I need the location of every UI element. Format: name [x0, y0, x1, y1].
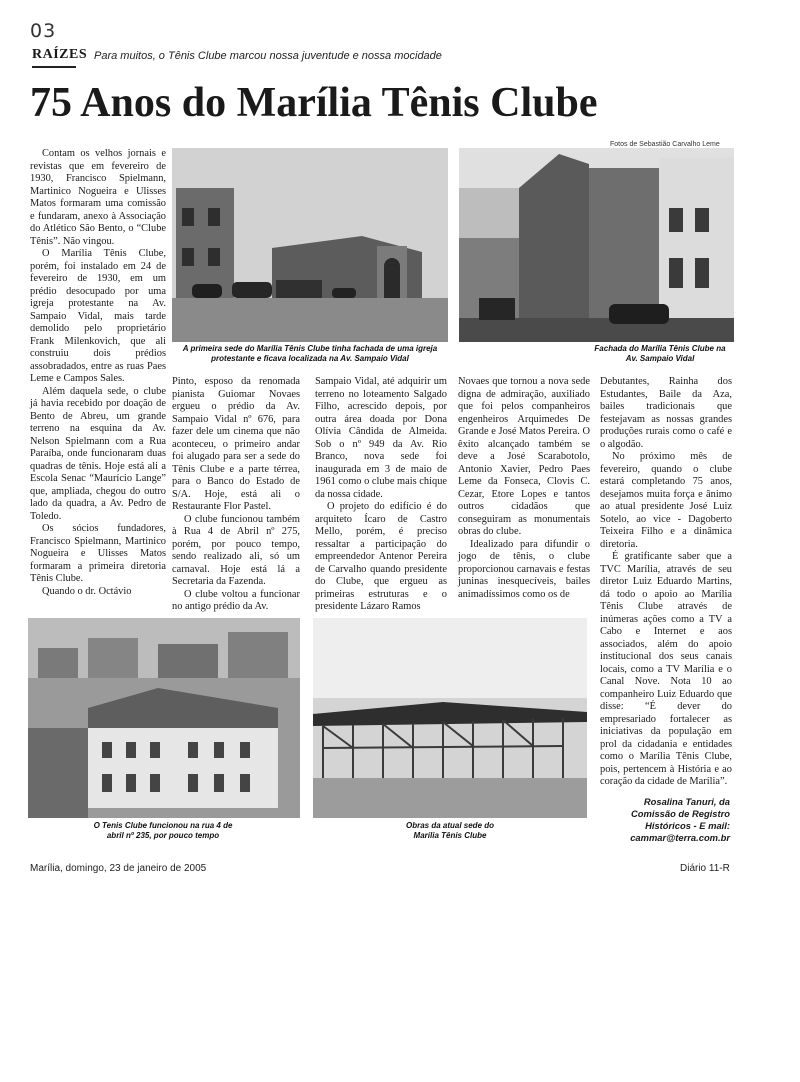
- handwritten-page-number: 03: [30, 20, 57, 42]
- paragraph: O Marília Tênis Clube, porém, foi instalado em 24 de fevereiro de 1930, em um prédio desocupado por uma igreja protestante na Av. Sampaio Vidal, mais tarde demolido pelo proprietário Frank Milenkovich, que ali construiu dois prédios assobradados, entre as ruas Paes Leme e Campos Sales.: [30, 248, 166, 384]
- paragraph: Novaes que tornou a nova sede digna de admiração, auxiliado que foi pelos companheiros engenheiros Arquimedes De Grande e José Matos Pereira. O êxito alcançado também se deve a José Scarabotolo, Antonio Xavier, Pedro Paes Leme da Fonseca, Clovis C. Cezar, Etore Lopes e tantos outros cidadãos que conseguiram as monumentais obras do clube.: [458, 376, 590, 537]
- photo-credit: Fotos de Sebastião Carvalho Leme: [610, 141, 720, 148]
- caption-photo-4: Obras da atual sede do Marília Tênis Clube: [405, 821, 495, 840]
- paragraph: Debutantes, Rainha dos Estudantes, Baile da Aza, bailes tradicionais que festejavam as nossas grandes produções rurais como o café e o algodão.: [600, 376, 732, 450]
- paragraph: No próximo mês de fevereiro, quando o clube estará completando 75 anos, desejamos muita força e ânimo ao atual presidente José Luiz Sotelo, ao vice - Dagoberto Teixeira Filho e a dinâmica diretoria.: [600, 451, 732, 550]
- section-underline: [32, 66, 76, 68]
- byline-line-2: Comissão de Registro: [631, 808, 730, 819]
- caption-photo-3: O Tenis Clube funcionou na rua 4 de abril nº 235, por pouco tempo: [93, 821, 233, 840]
- paragraph: Idealizado para difundir o jogo de tênis, o clube proporcionou carnavais e festas juninas inesquecíveis, bailes animadíssimos como os de: [458, 538, 590, 600]
- article-column-1: [30, 148, 166, 598]
- footer-page: Diário 11-R: [680, 863, 730, 874]
- article-column-2: [172, 376, 300, 614]
- byline-line-3: Históricos - E mail:: [645, 820, 730, 831]
- section-label: RAÍZES: [32, 47, 88, 62]
- byline: [580, 796, 730, 844]
- caption-photo-2: Fachada do Marília Tênis Clube na Av. Sampaio Vidal: [594, 344, 726, 363]
- paragraph: É gratificante saber que a TVC Marília, através de seu diretor Luiz Eduardo Martins, dá todo o apoio ao Marília Tênis Clube através de inúmeras ações como a TV a Cabo e Internet e aos associados, além do apoio institucional dos seus canais locais, como a TV Marília e o Canal Nove. Nota 10 ao companheiro Luiz Eduardo que disse: “É dever do empresariado fortalecer as iniciativas da população em prol da cidadania e entidades como o Marília Tênis Clube, pois, pertencem à História e ao coração da cidade de Marília”.: [600, 551, 732, 787]
- paragraph: Quando o dr. Octávio: [42, 585, 132, 597]
- article-column-4: [458, 376, 590, 601]
- headline: 75 Anos do Marília Tênis Clube: [30, 80, 598, 126]
- caption-photo-1: A primeira sede do Marília Tênis Clube tinha fachada de uma igreja protestante e ficava localizada na Av. Sampaio Vidal: [182, 344, 438, 363]
- paragraph: O projeto do edifício é do arquiteto Ícaro de Castro Mello, porém, é preciso ressaltar a participação do empreendedor Antenor Pereira de Carvalho quando presidente do Clube, que ergueu as primeiras estruturas e o presidente Lázaro Ramos: [315, 501, 447, 612]
- paragraph: O clube funcionou também à Rua 4 de Abril nº 275, porém, por pouco tempo, sendo realizado ali, só um carnaval. Hoje está lá a Secretaria da Fazenda.: [172, 513, 300, 587]
- paragraph: Pinto, esposo da renomada pianista Guiomar Novaes ergueu o prédio da Av. Sampaio Vidal nº 676, para fazer dele um cinema que não aconteceu, o primeiro andar foi alugado para ser a sede do Tênis Clube e a parte térrea, para o Banco do Estado de S/A. Hoje, está ali o Restaurante Flor Pastel.: [172, 376, 300, 512]
- photo-rua-4-de-abril: [28, 618, 300, 818]
- photo-construction: [313, 618, 587, 818]
- footer-dateline: Marília, domingo, 23 de janeiro de 2005: [30, 863, 207, 874]
- paragraph: O clube voltou a funcionar no antigo prédio da Av.: [172, 588, 300, 612]
- paragraph: Os sócios fundadores, Francisco Spielmann, Martinico Nogueira e Ulisses Matos formaram a primeira diretoria Tênis Clube.: [30, 523, 166, 584]
- article-column-3: [315, 376, 447, 614]
- paragraph: Sampaio Vidal, até adquirir um terreno no loteamento Salgado Filho, acrescido depois, por outra área doada por Dona Olívia Cândida de Almeida. Sob o nº 949 da Av. Rio Branco, nova sede foi inaugurada em 3 de maio de 1961 como o clube mais chique da nossa cidade.: [315, 376, 447, 500]
- photo-first-headquarters: [172, 148, 448, 342]
- byline-name: Rosalina Tanuri, da: [643, 796, 730, 807]
- article-column-5: [600, 376, 732, 789]
- kicker: Para muitos, o Tênis Clube marcou nossa juventude e nossa mocidade: [94, 50, 442, 62]
- paragraph: Contam os velhos jornais e revistas que em fevereiro de 1930, Francisco Spielmann, Martinico Nogueira e Ulisses Matos formaram uma comissão e fundaram, anexo à Associação do Atlético São Bento, o “Clube Tênis”. Não vingou.: [30, 148, 166, 247]
- byline-email: cammar@terra.com.br: [630, 832, 730, 843]
- paragraph: Além daquela sede, o clube já havia recebido por doação de Bento de Abreu, um grande terreno na esquina da Av. Nelson Spielmann com a Rua Paraíba, onde funcionaram duas quadras de tênis. Hoje está ali a Escola Senac “Maurício Lange” que, ampliada, chegou do outro lado da quadra, a Av. Pedro de Toledo.: [30, 385, 166, 522]
- photo-facade: [459, 148, 734, 342]
